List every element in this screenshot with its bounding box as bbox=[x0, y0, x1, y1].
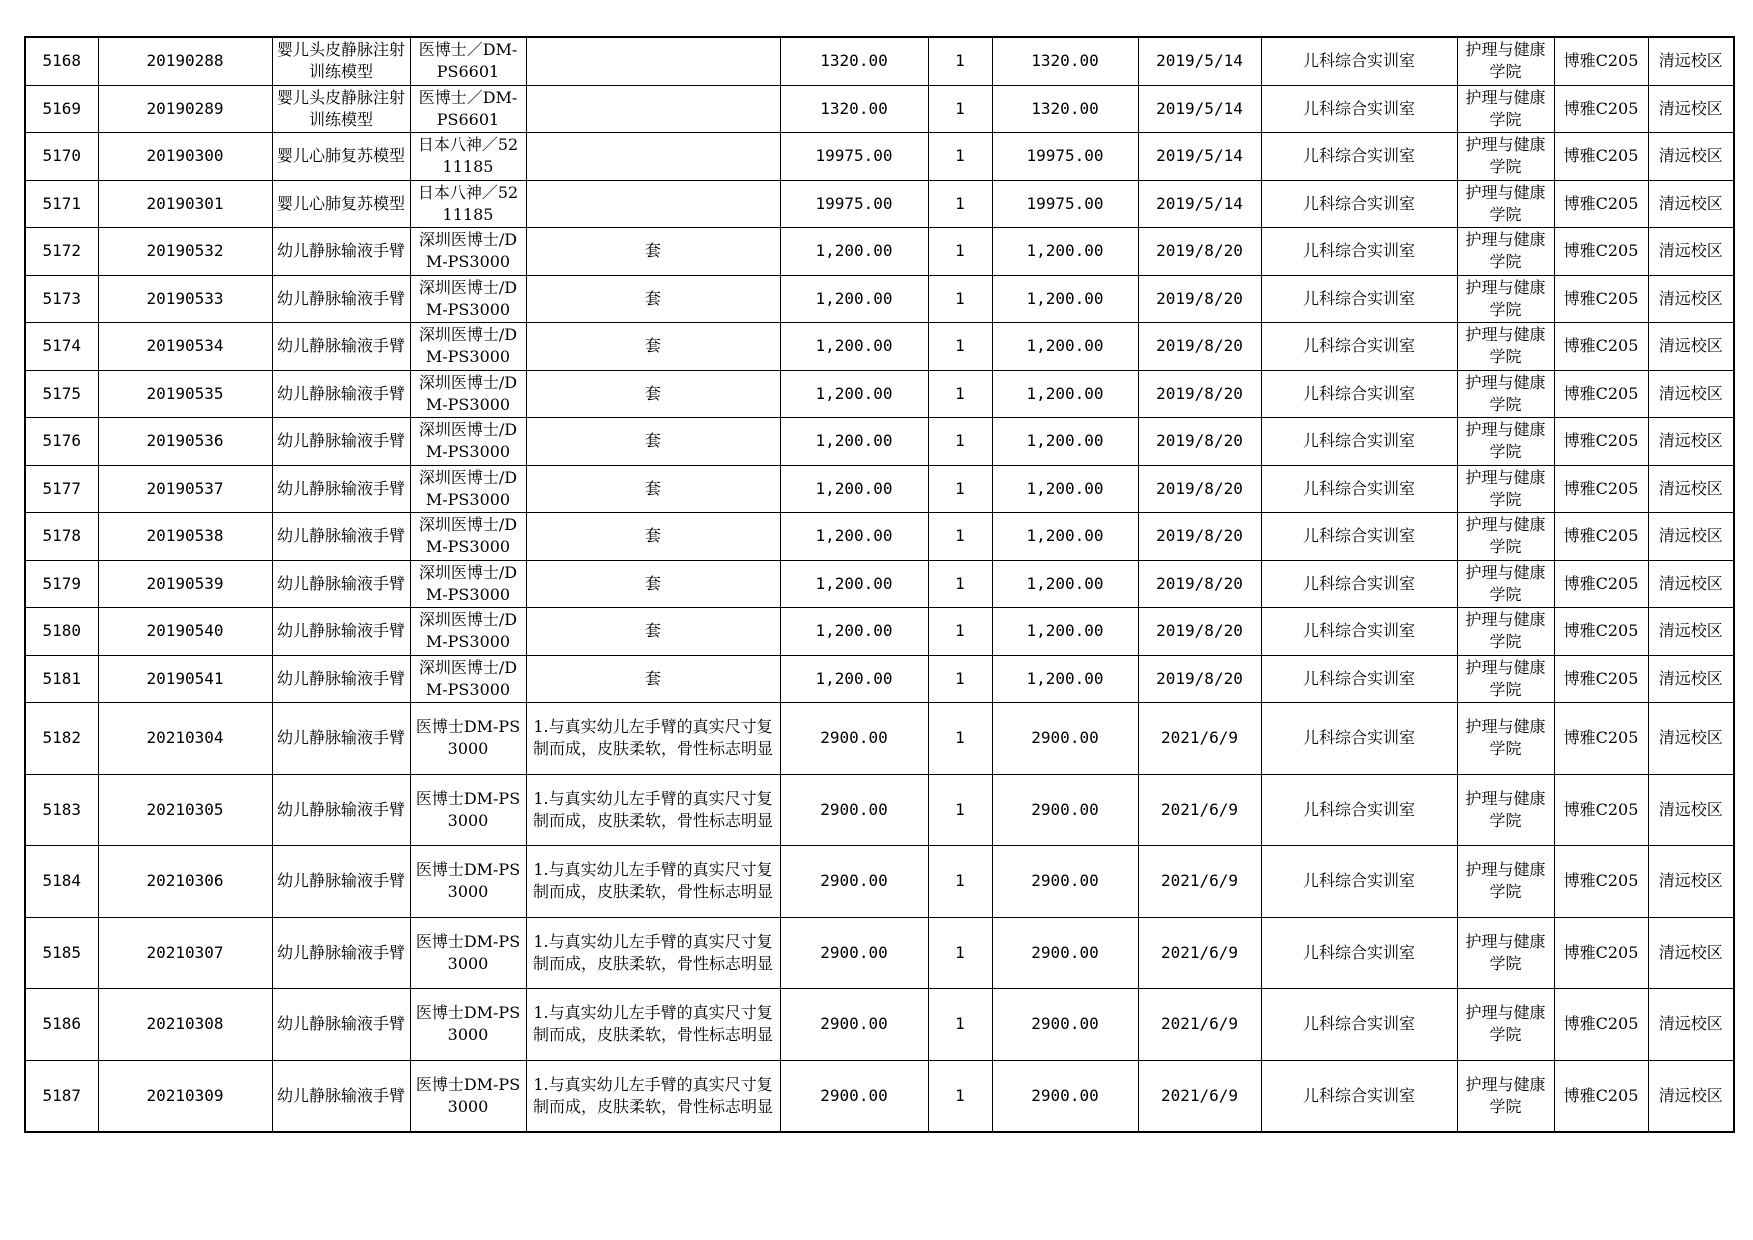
campus-cell: 清远校区 bbox=[1648, 275, 1734, 323]
room-cell: 博雅C205 bbox=[1554, 917, 1648, 989]
campus-cell: 清远校区 bbox=[1648, 513, 1734, 561]
department-cell: 护理与健康学院 bbox=[1457, 513, 1554, 561]
amount-cell: 1,200.00 bbox=[992, 513, 1138, 561]
unit-cell: 套 bbox=[526, 228, 780, 276]
lab-cell: 儿科综合实训室 bbox=[1261, 655, 1457, 703]
room-cell: 博雅C205 bbox=[1554, 418, 1648, 466]
unit-price-cell: 2900.00 bbox=[780, 917, 928, 989]
table-row bbox=[25, 655, 1734, 703]
item-name-cell: 婴儿头皮静脉注射训练模型 bbox=[272, 85, 410, 133]
campus-cell: 清远校区 bbox=[1648, 418, 1734, 466]
quantity-cell: 1 bbox=[928, 323, 992, 371]
feature-description-cell: 1.与真实幼儿左手臂的真实尺寸复制而成，皮肤柔软，骨性标志明显 bbox=[526, 703, 780, 775]
purchase-date-cell: 2021/6/9 bbox=[1138, 1060, 1261, 1132]
asset-id-cell: 20190540 bbox=[98, 608, 272, 656]
spec-model-cell: 深圳医博士/DM-PS3000 bbox=[410, 228, 526, 276]
asset-id-cell: 20190300 bbox=[98, 133, 272, 181]
room-cell: 博雅C205 bbox=[1554, 513, 1648, 561]
purchase-date-cell: 2019/8/20 bbox=[1138, 418, 1261, 466]
quantity-cell: 1 bbox=[928, 917, 992, 989]
table-body bbox=[25, 37, 1734, 1132]
unit-price-cell: 2900.00 bbox=[780, 703, 928, 775]
purchase-date-cell: 2019/8/20 bbox=[1138, 608, 1261, 656]
spec-model-cell: 医博士DM-PS3000 bbox=[410, 917, 526, 989]
unit-cell: 套 bbox=[526, 513, 780, 561]
feature-description-cell: 1.与真实幼儿左手臂的真实尺寸复制而成，皮肤柔软，骨性标志明显 bbox=[526, 1060, 780, 1132]
item-name-cell: 幼儿静脉输液手臂 bbox=[272, 418, 410, 466]
department-cell: 护理与健康学院 bbox=[1457, 465, 1554, 513]
campus-cell: 清远校区 bbox=[1648, 133, 1734, 181]
unit-cell bbox=[526, 180, 780, 228]
spec-model-cell: 日本八神／5211185 bbox=[410, 180, 526, 228]
item-name-cell: 幼儿静脉输液手臂 bbox=[272, 228, 410, 276]
spec-model-cell: 医博士／DM-PS6601 bbox=[410, 85, 526, 133]
room-cell: 博雅C205 bbox=[1554, 37, 1648, 85]
purchase-date-cell: 2019/8/20 bbox=[1138, 275, 1261, 323]
purchase-date-cell: 2019/8/20 bbox=[1138, 465, 1261, 513]
campus-cell: 清远校区 bbox=[1648, 465, 1734, 513]
asset-id-cell: 20190301 bbox=[98, 180, 272, 228]
room-cell: 博雅C205 bbox=[1554, 703, 1648, 775]
item-name-cell: 幼儿静脉输液手臂 bbox=[272, 846, 410, 918]
department-cell: 护理与健康学院 bbox=[1457, 37, 1554, 85]
campus-cell: 清远校区 bbox=[1648, 560, 1734, 608]
campus-cell: 清远校区 bbox=[1648, 846, 1734, 918]
campus-cell: 清远校区 bbox=[1648, 774, 1734, 846]
lab-cell: 儿科综合实训室 bbox=[1261, 774, 1457, 846]
spec-model-cell: 医博士DM-PS3000 bbox=[410, 846, 526, 918]
purchase-date-cell: 2021/6/9 bbox=[1138, 703, 1261, 775]
room-cell: 博雅C205 bbox=[1554, 465, 1648, 513]
unit-price-cell: 1,200.00 bbox=[780, 655, 928, 703]
purchase-date-cell: 2019/8/20 bbox=[1138, 228, 1261, 276]
asset-id-cell: 20190535 bbox=[98, 370, 272, 418]
purchase-date-cell: 2019/5/14 bbox=[1138, 85, 1261, 133]
unit-price-cell: 1,200.00 bbox=[780, 370, 928, 418]
item-name-cell: 幼儿静脉输液手臂 bbox=[272, 917, 410, 989]
unit-price-cell: 1320.00 bbox=[780, 85, 928, 133]
lab-cell: 儿科综合实训室 bbox=[1261, 323, 1457, 371]
purchase-date-cell: 2019/8/20 bbox=[1138, 323, 1261, 371]
asset-id-cell: 20210304 bbox=[98, 703, 272, 775]
department-cell: 护理与健康学院 bbox=[1457, 655, 1554, 703]
row-number-cell: 5174 bbox=[25, 323, 98, 371]
item-name-cell: 幼儿静脉输液手臂 bbox=[272, 370, 410, 418]
row-number-cell: 5184 bbox=[25, 846, 98, 918]
unit-cell: 套 bbox=[526, 655, 780, 703]
lab-cell: 儿科综合实训室 bbox=[1261, 85, 1457, 133]
purchase-date-cell: 2019/8/20 bbox=[1138, 560, 1261, 608]
department-cell: 护理与健康学院 bbox=[1457, 418, 1554, 466]
department-cell: 护理与健康学院 bbox=[1457, 275, 1554, 323]
table-row bbox=[25, 465, 1734, 513]
unit-cell: 套 bbox=[526, 275, 780, 323]
quantity-cell: 1 bbox=[928, 85, 992, 133]
item-name-cell: 幼儿静脉输液手臂 bbox=[272, 275, 410, 323]
amount-cell: 2900.00 bbox=[992, 989, 1138, 1061]
lab-cell: 儿科综合实训室 bbox=[1261, 465, 1457, 513]
feature-description-cell: 1.与真实幼儿左手臂的真实尺寸复制而成，皮肤柔软，骨性标志明显 bbox=[526, 989, 780, 1061]
campus-cell: 清远校区 bbox=[1648, 228, 1734, 276]
table-row bbox=[25, 989, 1734, 1061]
row-number-cell: 5171 bbox=[25, 180, 98, 228]
campus-cell: 清远校区 bbox=[1648, 917, 1734, 989]
purchase-date-cell: 2021/6/9 bbox=[1138, 846, 1261, 918]
campus-cell: 清远校区 bbox=[1648, 37, 1734, 85]
row-number-cell: 5179 bbox=[25, 560, 98, 608]
quantity-cell: 1 bbox=[928, 370, 992, 418]
item-name-cell: 幼儿静脉输液手臂 bbox=[272, 465, 410, 513]
spec-model-cell: 深圳医博士/DM-PS3000 bbox=[410, 465, 526, 513]
unit-price-cell: 1320.00 bbox=[780, 37, 928, 85]
amount-cell: 1,200.00 bbox=[992, 228, 1138, 276]
room-cell: 博雅C205 bbox=[1554, 275, 1648, 323]
unit-price-cell: 1,200.00 bbox=[780, 513, 928, 561]
table-row bbox=[25, 703, 1734, 775]
row-number-cell: 5177 bbox=[25, 465, 98, 513]
spec-model-cell: 医博士DM-PS3000 bbox=[410, 703, 526, 775]
amount-cell: 1320.00 bbox=[992, 37, 1138, 85]
department-cell: 护理与健康学院 bbox=[1457, 370, 1554, 418]
lab-cell: 儿科综合实训室 bbox=[1261, 846, 1457, 918]
lab-cell: 儿科综合实训室 bbox=[1261, 513, 1457, 561]
amount-cell: 19975.00 bbox=[992, 133, 1138, 181]
room-cell: 博雅C205 bbox=[1554, 560, 1648, 608]
lab-cell: 儿科综合实训室 bbox=[1261, 370, 1457, 418]
asset-id-cell: 20190541 bbox=[98, 655, 272, 703]
item-name-cell: 幼儿静脉输液手臂 bbox=[272, 703, 410, 775]
lab-cell: 儿科综合实训室 bbox=[1261, 989, 1457, 1061]
room-cell: 博雅C205 bbox=[1554, 85, 1648, 133]
asset-id-cell: 20210306 bbox=[98, 846, 272, 918]
item-name-cell: 幼儿静脉输液手臂 bbox=[272, 513, 410, 561]
lab-cell: 儿科综合实训室 bbox=[1261, 560, 1457, 608]
unit-cell: 套 bbox=[526, 465, 780, 513]
amount-cell: 2900.00 bbox=[992, 774, 1138, 846]
lab-cell: 儿科综合实训室 bbox=[1261, 37, 1457, 85]
quantity-cell: 1 bbox=[928, 655, 992, 703]
item-name-cell: 幼儿静脉输液手臂 bbox=[272, 989, 410, 1061]
amount-cell: 2900.00 bbox=[992, 1060, 1138, 1132]
asset-id-cell: 20210309 bbox=[98, 1060, 272, 1132]
row-number-cell: 5180 bbox=[25, 608, 98, 656]
item-name-cell: 幼儿静脉输液手臂 bbox=[272, 560, 410, 608]
department-cell: 护理与健康学院 bbox=[1457, 133, 1554, 181]
asset-id-cell: 20190538 bbox=[98, 513, 272, 561]
row-number-cell: 5176 bbox=[25, 418, 98, 466]
campus-cell: 清远校区 bbox=[1648, 703, 1734, 775]
campus-cell: 清远校区 bbox=[1648, 323, 1734, 371]
purchase-date-cell: 2019/8/20 bbox=[1138, 513, 1261, 561]
department-cell: 护理与健康学院 bbox=[1457, 180, 1554, 228]
quantity-cell: 1 bbox=[928, 133, 992, 181]
table-row bbox=[25, 917, 1734, 989]
unit-price-cell: 2900.00 bbox=[780, 774, 928, 846]
row-number-cell: 5178 bbox=[25, 513, 98, 561]
department-cell: 护理与健康学院 bbox=[1457, 323, 1554, 371]
quantity-cell: 1 bbox=[928, 275, 992, 323]
row-number-cell: 5181 bbox=[25, 655, 98, 703]
spec-model-cell: 深圳医博士/DM-PS3000 bbox=[410, 418, 526, 466]
purchase-date-cell: 2019/5/14 bbox=[1138, 133, 1261, 181]
amount-cell: 1,200.00 bbox=[992, 370, 1138, 418]
unit-cell: 套 bbox=[526, 608, 780, 656]
asset-id-cell: 20190539 bbox=[98, 560, 272, 608]
spec-model-cell: 医博士／DM-PS6601 bbox=[410, 37, 526, 85]
department-cell: 护理与健康学院 bbox=[1457, 703, 1554, 775]
lab-cell: 儿科综合实训室 bbox=[1261, 608, 1457, 656]
asset-id-cell: 20190532 bbox=[98, 228, 272, 276]
department-cell: 护理与健康学院 bbox=[1457, 1060, 1554, 1132]
row-number-cell: 5169 bbox=[25, 85, 98, 133]
quantity-cell: 1 bbox=[928, 228, 992, 276]
unit-price-cell: 1,200.00 bbox=[780, 560, 928, 608]
unit-cell: 套 bbox=[526, 323, 780, 371]
department-cell: 护理与健康学院 bbox=[1457, 85, 1554, 133]
unit-cell bbox=[526, 85, 780, 133]
table-row bbox=[25, 275, 1734, 323]
amount-cell: 2900.00 bbox=[992, 846, 1138, 918]
table-row bbox=[25, 323, 1734, 371]
lab-cell: 儿科综合实训室 bbox=[1261, 917, 1457, 989]
unit-cell bbox=[526, 37, 780, 85]
spec-model-cell: 深圳医博士/DM-PS3000 bbox=[410, 323, 526, 371]
row-number-cell: 5172 bbox=[25, 228, 98, 276]
unit-price-cell: 1,200.00 bbox=[780, 608, 928, 656]
quantity-cell: 1 bbox=[928, 703, 992, 775]
table-row bbox=[25, 608, 1734, 656]
unit-price-cell: 2900.00 bbox=[780, 989, 928, 1061]
asset-inventory-table bbox=[24, 36, 1735, 1133]
purchase-date-cell: 2021/6/9 bbox=[1138, 917, 1261, 989]
unit-cell: 套 bbox=[526, 560, 780, 608]
asset-id-cell: 20190537 bbox=[98, 465, 272, 513]
quantity-cell: 1 bbox=[928, 180, 992, 228]
row-number-cell: 5182 bbox=[25, 703, 98, 775]
unit-cell: 套 bbox=[526, 370, 780, 418]
quantity-cell: 1 bbox=[928, 513, 992, 561]
item-name-cell: 婴儿心肺复苏模型 bbox=[272, 133, 410, 181]
department-cell: 护理与健康学院 bbox=[1457, 917, 1554, 989]
room-cell: 博雅C205 bbox=[1554, 180, 1648, 228]
campus-cell: 清远校区 bbox=[1648, 608, 1734, 656]
quantity-cell: 1 bbox=[928, 418, 992, 466]
room-cell: 博雅C205 bbox=[1554, 133, 1648, 181]
room-cell: 博雅C205 bbox=[1554, 370, 1648, 418]
table-row bbox=[25, 85, 1734, 133]
room-cell: 博雅C205 bbox=[1554, 774, 1648, 846]
feature-description-cell: 1.与真实幼儿左手臂的真实尺寸复制而成，皮肤柔软，骨性标志明显 bbox=[526, 917, 780, 989]
spec-model-cell: 深圳医博士/DM-PS3000 bbox=[410, 275, 526, 323]
amount-cell: 1,200.00 bbox=[992, 655, 1138, 703]
quantity-cell: 1 bbox=[928, 846, 992, 918]
department-cell: 护理与健康学院 bbox=[1457, 774, 1554, 846]
spec-model-cell: 深圳医博士/DM-PS3000 bbox=[410, 608, 526, 656]
campus-cell: 清远校区 bbox=[1648, 370, 1734, 418]
campus-cell: 清远校区 bbox=[1648, 655, 1734, 703]
lab-cell: 儿科综合实训室 bbox=[1261, 1060, 1457, 1132]
asset-id-cell: 20190536 bbox=[98, 418, 272, 466]
row-number-cell: 5187 bbox=[25, 1060, 98, 1132]
quantity-cell: 1 bbox=[928, 774, 992, 846]
table-row bbox=[25, 846, 1734, 918]
unit-price-cell: 2900.00 bbox=[780, 846, 928, 918]
item-name-cell: 幼儿静脉输液手臂 bbox=[272, 774, 410, 846]
item-name-cell: 幼儿静脉输液手臂 bbox=[272, 608, 410, 656]
spec-model-cell: 深圳医博士/DM-PS3000 bbox=[410, 560, 526, 608]
lab-cell: 儿科综合实训室 bbox=[1261, 418, 1457, 466]
campus-cell: 清远校区 bbox=[1648, 1060, 1734, 1132]
department-cell: 护理与健康学院 bbox=[1457, 228, 1554, 276]
quantity-cell: 1 bbox=[928, 989, 992, 1061]
amount-cell: 1,200.00 bbox=[992, 465, 1138, 513]
amount-cell: 2900.00 bbox=[992, 917, 1138, 989]
table-row bbox=[25, 228, 1734, 276]
unit-cell bbox=[526, 133, 780, 181]
unit-price-cell: 1,200.00 bbox=[780, 418, 928, 466]
unit-price-cell: 1,200.00 bbox=[780, 323, 928, 371]
spec-model-cell: 医博士DM-PS3000 bbox=[410, 774, 526, 846]
purchase-date-cell: 2019/5/14 bbox=[1138, 37, 1261, 85]
quantity-cell: 1 bbox=[928, 37, 992, 85]
department-cell: 护理与健康学院 bbox=[1457, 608, 1554, 656]
feature-description-cell: 1.与真实幼儿左手臂的真实尺寸复制而成，皮肤柔软，骨性标志明显 bbox=[526, 846, 780, 918]
department-cell: 护理与健康学院 bbox=[1457, 560, 1554, 608]
quantity-cell: 1 bbox=[928, 1060, 992, 1132]
campus-cell: 清远校区 bbox=[1648, 85, 1734, 133]
asset-id-cell: 20210307 bbox=[98, 917, 272, 989]
campus-cell: 清远校区 bbox=[1648, 180, 1734, 228]
unit-price-cell: 2900.00 bbox=[780, 1060, 928, 1132]
table-row bbox=[25, 180, 1734, 228]
table-row bbox=[25, 1060, 1734, 1132]
quantity-cell: 1 bbox=[928, 465, 992, 513]
table-row bbox=[25, 37, 1734, 85]
unit-cell: 套 bbox=[526, 418, 780, 466]
asset-id-cell: 20190533 bbox=[98, 275, 272, 323]
purchase-date-cell: 2019/5/14 bbox=[1138, 180, 1261, 228]
unit-price-cell: 1,200.00 bbox=[780, 465, 928, 513]
quantity-cell: 1 bbox=[928, 608, 992, 656]
department-cell: 护理与健康学院 bbox=[1457, 846, 1554, 918]
row-number-cell: 5173 bbox=[25, 275, 98, 323]
amount-cell: 1,200.00 bbox=[992, 608, 1138, 656]
spec-model-cell: 医博士DM-PS3000 bbox=[410, 989, 526, 1061]
room-cell: 博雅C205 bbox=[1554, 1060, 1648, 1132]
table-row bbox=[25, 370, 1734, 418]
table-row bbox=[25, 774, 1734, 846]
asset-id-cell: 20190288 bbox=[98, 37, 272, 85]
purchase-date-cell: 2019/8/20 bbox=[1138, 655, 1261, 703]
unit-price-cell: 1,200.00 bbox=[780, 228, 928, 276]
amount-cell: 2900.00 bbox=[992, 703, 1138, 775]
item-name-cell: 幼儿静脉输液手臂 bbox=[272, 655, 410, 703]
item-name-cell: 婴儿头皮静脉注射训练模型 bbox=[272, 37, 410, 85]
purchase-date-cell: 2021/6/9 bbox=[1138, 989, 1261, 1061]
amount-cell: 1320.00 bbox=[992, 85, 1138, 133]
row-number-cell: 5183 bbox=[25, 774, 98, 846]
spec-model-cell: 深圳医博士/DM-PS3000 bbox=[410, 513, 526, 561]
lab-cell: 儿科综合实训室 bbox=[1261, 228, 1457, 276]
spec-model-cell: 医博士DM-PS3000 bbox=[410, 1060, 526, 1132]
amount-cell: 1,200.00 bbox=[992, 323, 1138, 371]
spec-model-cell: 深圳医博士/DM-PS3000 bbox=[410, 655, 526, 703]
unit-price-cell: 1,200.00 bbox=[780, 275, 928, 323]
room-cell: 博雅C205 bbox=[1554, 989, 1648, 1061]
row-number-cell: 5170 bbox=[25, 133, 98, 181]
table-row bbox=[25, 418, 1734, 466]
spec-model-cell: 深圳医博士/DM-PS3000 bbox=[410, 370, 526, 418]
amount-cell: 1,200.00 bbox=[992, 275, 1138, 323]
table-row bbox=[25, 133, 1734, 181]
item-name-cell: 幼儿静脉输液手臂 bbox=[272, 323, 410, 371]
room-cell: 博雅C205 bbox=[1554, 228, 1648, 276]
quantity-cell: 1 bbox=[928, 560, 992, 608]
table-row bbox=[25, 513, 1734, 561]
room-cell: 博雅C205 bbox=[1554, 846, 1648, 918]
row-number-cell: 5168 bbox=[25, 37, 98, 85]
asset-id-cell: 20210305 bbox=[98, 774, 272, 846]
feature-description-cell: 1.与真实幼儿左手臂的真实尺寸复制而成，皮肤柔软，骨性标志明显 bbox=[526, 774, 780, 846]
department-cell: 护理与健康学院 bbox=[1457, 989, 1554, 1061]
purchase-date-cell: 2019/8/20 bbox=[1138, 370, 1261, 418]
table-row bbox=[25, 560, 1734, 608]
item-name-cell: 婴儿心肺复苏模型 bbox=[272, 180, 410, 228]
row-number-cell: 5186 bbox=[25, 989, 98, 1061]
lab-cell: 儿科综合实训室 bbox=[1261, 133, 1457, 181]
asset-id-cell: 20190289 bbox=[98, 85, 272, 133]
room-cell: 博雅C205 bbox=[1554, 323, 1648, 371]
spec-model-cell: 日本八神／5211185 bbox=[410, 133, 526, 181]
amount-cell: 1,200.00 bbox=[992, 418, 1138, 466]
lab-cell: 儿科综合实训室 bbox=[1261, 180, 1457, 228]
lab-cell: 儿科综合实训室 bbox=[1261, 275, 1457, 323]
row-number-cell: 5175 bbox=[25, 370, 98, 418]
room-cell: 博雅C205 bbox=[1554, 655, 1648, 703]
campus-cell: 清远校区 bbox=[1648, 989, 1734, 1061]
unit-price-cell: 19975.00 bbox=[780, 180, 928, 228]
row-number-cell: 5185 bbox=[25, 917, 98, 989]
room-cell: 博雅C205 bbox=[1554, 608, 1648, 656]
asset-id-cell: 20190534 bbox=[98, 323, 272, 371]
amount-cell: 19975.00 bbox=[992, 180, 1138, 228]
lab-cell: 儿科综合实训室 bbox=[1261, 703, 1457, 775]
item-name-cell: 幼儿静脉输液手臂 bbox=[272, 1060, 410, 1132]
asset-id-cell: 20210308 bbox=[98, 989, 272, 1061]
amount-cell: 1,200.00 bbox=[992, 560, 1138, 608]
unit-price-cell: 19975.00 bbox=[780, 133, 928, 181]
purchase-date-cell: 2021/6/9 bbox=[1138, 774, 1261, 846]
